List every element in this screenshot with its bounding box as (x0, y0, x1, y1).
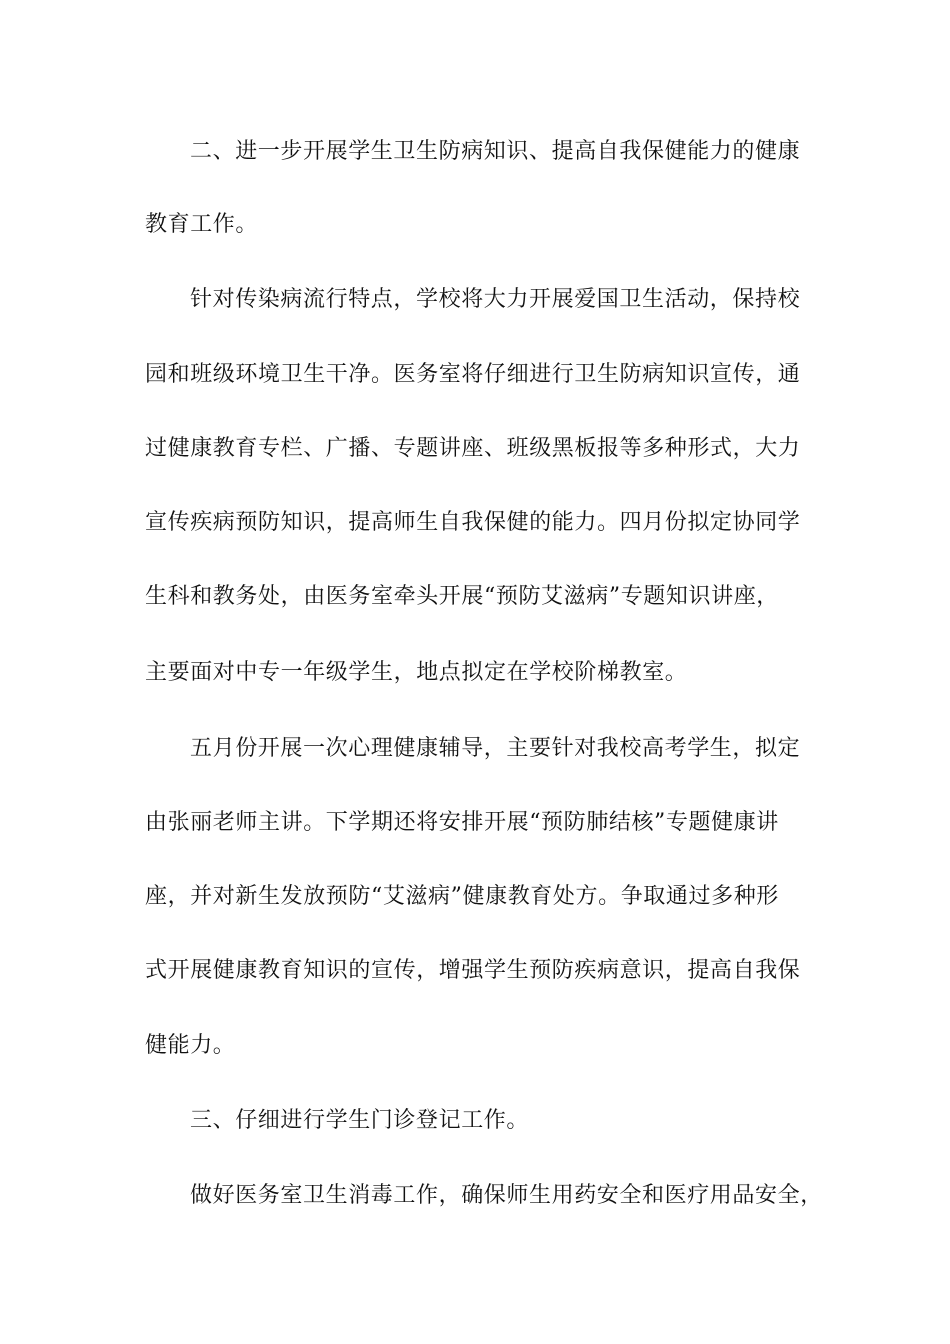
paragraph-line: 过健康教育专栏、广播、专题讲座、班级黑板报等多种形式，大力 (145, 436, 801, 461)
paragraph-line: 主要面对中专一年级学生，地点拟定在学校阶梯教室。 (145, 660, 688, 685)
paragraph-line: 座，并对新生发放预防“艾滋病”健康教育处方。争取通过多种形 (145, 884, 779, 909)
paragraph-line: 园和班级环境卫生干净。医务室将仔细进行卫生防病知识宣传，通 (145, 362, 801, 387)
section-heading-3: 三、仔细进行学生门诊登记工作。 (190, 1108, 530, 1133)
paragraph-line: 式开展健康教育知识的宣传，增强学生预防疾病意识，提高自我保 (145, 958, 801, 983)
section-heading-2-continued: 教育工作。 (145, 212, 259, 237)
paragraph-line: 生科和教务处，由医务室牵头开展“预防艾滋病”专题知识讲座， (145, 584, 779, 609)
paragraph-line: 针对传染病流行特点，学校将大力开展爱国卫生活动，保持校 (190, 287, 801, 312)
paragraph-line: 健能力。 (145, 1033, 236, 1058)
paragraph-line: 由张丽老师主讲。下学期还将安排开展“预防肺结核”专题健康讲 (145, 810, 779, 835)
paragraph-line: 五月份开展一次心理健康辅导，主要针对我校高考学生，拟定 (190, 736, 801, 761)
paragraph-line: 宣传疾病预防知识，提高师生自我保健的能力。四月份拟定协同学 (145, 510, 801, 535)
section-heading-2: 二、进一步开展学生卫生防病知识、提高自我保健能力的健康 (190, 139, 801, 164)
paragraph-line: 做好医务室卫生消毒工作，确保师生用药安全和医疗用品安全， (190, 1183, 823, 1208)
